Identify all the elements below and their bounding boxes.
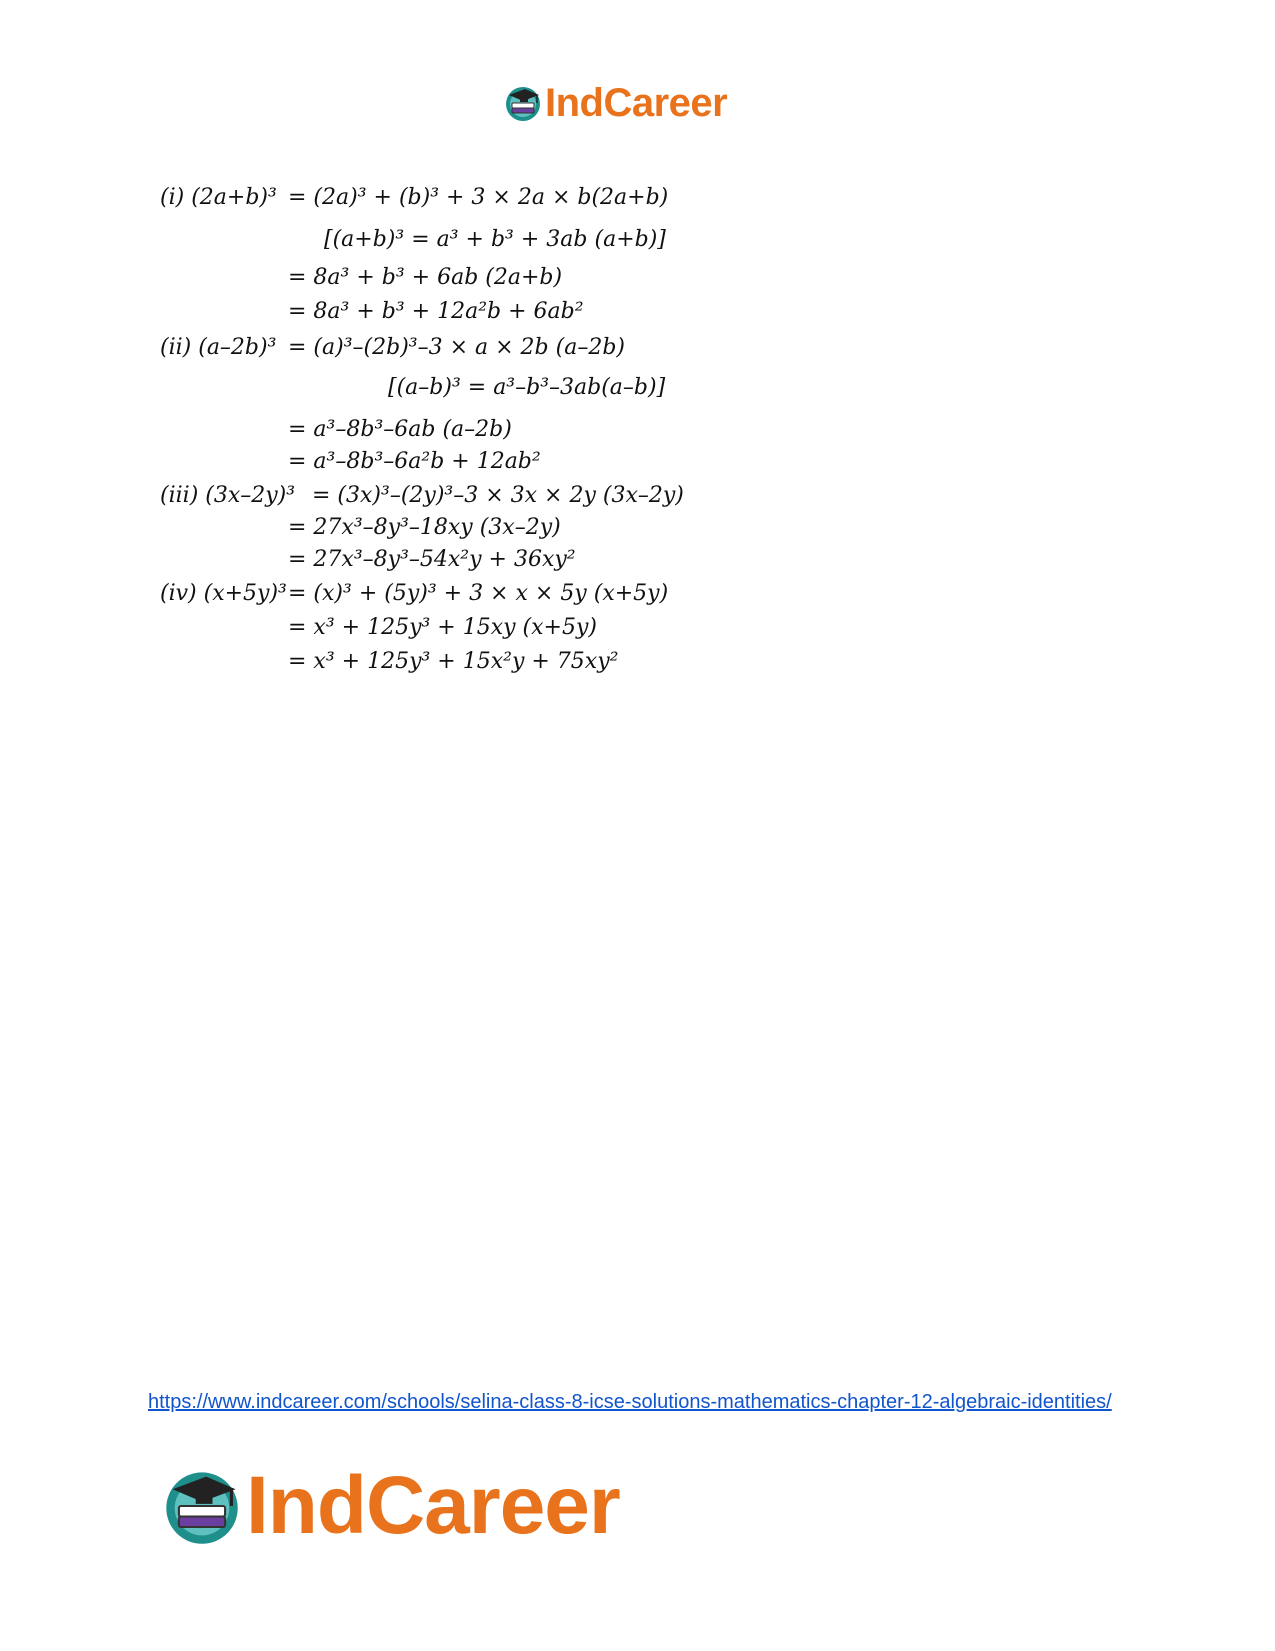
graduation-cap-books-icon xyxy=(160,1464,244,1548)
solution-expression: = 27x³–8y³–18xy (3x–2y) xyxy=(288,515,561,540)
footer-logo xyxy=(160,1460,620,1551)
brand-wordmark: IndCareer xyxy=(545,80,728,125)
graduation-cap-books-icon xyxy=(503,83,543,123)
solution-expression: = a³–8b³–6ab (a–2b) xyxy=(288,417,512,442)
solution-expression: = (3x)³–(2y)³–3 × 3x × 2y (3x–2y) xyxy=(312,483,684,508)
solution-expression: = (a)³–(2b)³–3 × a × 2b (a–2b) xyxy=(288,335,625,360)
solution-label: (i) (2a+b)³ xyxy=(160,185,277,210)
solution-expression: = 8a³ + b³ + 6ab (2a+b) xyxy=(288,265,563,290)
solution-expression: = x³ + 125y³ + 15xy (x+5y) xyxy=(288,615,597,640)
header-logo xyxy=(503,80,727,126)
solution-expression: = 8a³ + b³ + 12a²b + 6ab² xyxy=(288,299,584,324)
solution-label: (ii) (a–2b)³ xyxy=(160,335,277,360)
solution-expression: = (2a)³ + (b)³ + 3 × 2a × b(2a+b) xyxy=(288,185,669,210)
solution-expression: = a³–8b³–6a²b + 12ab² xyxy=(288,449,541,474)
solution-expression: = x³ + 125y³ + 15x²y + 75xy² xyxy=(288,649,619,674)
source-link[interactable]: https://www.indcareer.com/schools/selina-class-8-icse-solutions-mathematics-chapter-12-algebraic-identities/ xyxy=(148,1391,1112,1413)
solution-label: (iv) (x+5y)³ xyxy=(160,581,287,606)
identity-note: [(a+b)³ = a³ + b³ + 3ab (a+b)] xyxy=(324,227,666,252)
solution-expression: = (x)³ + (5y)³ + 3 × x × 5y (x+5y) xyxy=(288,581,669,606)
brand-wordmark: IndCareer xyxy=(246,1460,620,1551)
identity-note: [(a–b)³ = a³–b³–3ab(a–b)] xyxy=(388,375,666,400)
solution-label: (iii) (3x–2y)³ xyxy=(160,483,296,508)
solution-expression: = 27x³–8y³–54x²y + 36xy² xyxy=(288,547,576,572)
solutions-block xyxy=(160,184,700,704)
